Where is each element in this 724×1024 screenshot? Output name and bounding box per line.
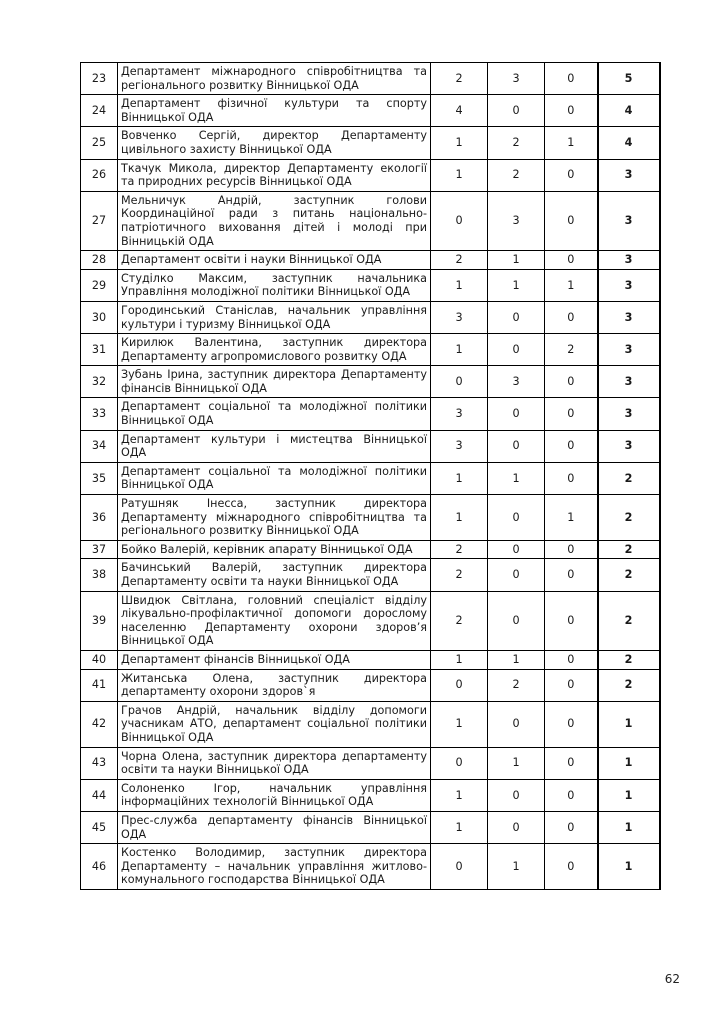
row-number: 42 bbox=[81, 701, 118, 747]
table-row bbox=[81, 95, 660, 127]
row-total: 2 bbox=[598, 559, 660, 591]
row-name: Бойко Валерій, керівник апарату Вінницької ОДА bbox=[118, 540, 431, 559]
table-row bbox=[81, 779, 660, 811]
row-total: 3 bbox=[598, 398, 660, 430]
row-value-b: 1 bbox=[488, 650, 545, 669]
row-number: 28 bbox=[81, 251, 118, 270]
table-row bbox=[81, 251, 660, 270]
row-number: 44 bbox=[81, 779, 118, 811]
row-value-a: 2 bbox=[431, 63, 488, 95]
row-value-c: 0 bbox=[545, 95, 598, 127]
row-total: 2 bbox=[598, 540, 660, 559]
row-value-a: 0 bbox=[431, 747, 488, 779]
row-total: 4 bbox=[598, 127, 660, 159]
row-value-b: 3 bbox=[488, 191, 545, 250]
row-number: 38 bbox=[81, 559, 118, 591]
row-value-c: 0 bbox=[545, 779, 598, 811]
row-value-c: 0 bbox=[545, 191, 598, 250]
table-row bbox=[81, 191, 660, 250]
row-total: 2 bbox=[598, 669, 660, 701]
row-value-b: 0 bbox=[488, 779, 545, 811]
row-name: Зубань Ірина, заступник директора Департаменту фінансів Вінницької ОДА bbox=[118, 366, 431, 398]
row-value-c: 1 bbox=[545, 269, 598, 301]
table-row bbox=[81, 650, 660, 669]
table-row bbox=[81, 747, 660, 779]
row-name: Швидюк Світлана, головний спеціаліст відділу лікувально-профілактичної допомоги дорослому населенню Департаменту охорони здоров’я Вінницької ОДА bbox=[118, 591, 431, 650]
row-value-a: 1 bbox=[431, 159, 488, 191]
row-value-c: 0 bbox=[545, 462, 598, 494]
row-value-a: 2 bbox=[431, 591, 488, 650]
row-value-b: 2 bbox=[488, 127, 545, 159]
row-total: 3 bbox=[598, 366, 660, 398]
row-value-c: 0 bbox=[545, 811, 598, 843]
row-value-a: 1 bbox=[431, 495, 488, 541]
row-value-c: 0 bbox=[545, 844, 598, 890]
row-value-b: 0 bbox=[488, 398, 545, 430]
ranking-table-body bbox=[81, 63, 660, 890]
row-value-b: 0 bbox=[488, 430, 545, 462]
row-number: 34 bbox=[81, 430, 118, 462]
row-name: Кирилюк Валентина, заступник директора Департаменту агропромислового розвитку ОДА bbox=[118, 334, 431, 366]
row-value-c: 0 bbox=[545, 701, 598, 747]
row-number: 35 bbox=[81, 462, 118, 494]
row-value-c: 0 bbox=[545, 540, 598, 559]
row-value-a: 1 bbox=[431, 650, 488, 669]
row-total: 2 bbox=[598, 591, 660, 650]
row-number: 46 bbox=[81, 844, 118, 890]
row-value-c: 1 bbox=[545, 495, 598, 541]
row-name: Вовченко Сергій, директор Департаменту цивільного захисту Вінницької ОДА bbox=[118, 127, 431, 159]
row-value-b: 0 bbox=[488, 811, 545, 843]
table-row bbox=[81, 811, 660, 843]
row-value-a: 3 bbox=[431, 301, 488, 333]
row-value-b: 1 bbox=[488, 251, 545, 270]
row-name: Солоненко Ігор, начальник управління інформаційних технологій Вінницької ОДА bbox=[118, 779, 431, 811]
row-number: 27 bbox=[81, 191, 118, 250]
row-value-c: 0 bbox=[545, 669, 598, 701]
row-value-b: 2 bbox=[488, 669, 545, 701]
row-number: 33 bbox=[81, 398, 118, 430]
row-number: 37 bbox=[81, 540, 118, 559]
row-value-a: 1 bbox=[431, 811, 488, 843]
row-value-c: 2 bbox=[545, 334, 598, 366]
row-number: 29 bbox=[81, 269, 118, 301]
row-total: 3 bbox=[598, 269, 660, 301]
row-value-a: 3 bbox=[431, 430, 488, 462]
row-value-b: 0 bbox=[488, 701, 545, 747]
table-row bbox=[81, 559, 660, 591]
table-row bbox=[81, 540, 660, 559]
row-value-b: 0 bbox=[488, 95, 545, 127]
row-name: Прес-служба департаменту фінансів Вінницької ОДА bbox=[118, 811, 431, 843]
row-value-a: 0 bbox=[431, 844, 488, 890]
page-number: 62 bbox=[664, 972, 680, 986]
table-row bbox=[81, 63, 660, 95]
row-name: Бачинський Валерій, заступник директора Департаменту освіти та науки Вінницької ОДА bbox=[118, 559, 431, 591]
ranking-table-container bbox=[80, 62, 659, 890]
row-number: 32 bbox=[81, 366, 118, 398]
row-number: 39 bbox=[81, 591, 118, 650]
ranking-table bbox=[80, 62, 661, 890]
row-value-b: 0 bbox=[488, 591, 545, 650]
row-value-c: 0 bbox=[545, 251, 598, 270]
row-value-b: 0 bbox=[488, 540, 545, 559]
row-number: 25 bbox=[81, 127, 118, 159]
row-total: 4 bbox=[598, 95, 660, 127]
table-row bbox=[81, 844, 660, 890]
row-number: 40 bbox=[81, 650, 118, 669]
row-total: 1 bbox=[598, 811, 660, 843]
row-name: Департамент освіти і науки Вінницької ОДА bbox=[118, 251, 431, 270]
row-total: 3 bbox=[598, 159, 660, 191]
row-value-a: 2 bbox=[431, 251, 488, 270]
table-row bbox=[81, 269, 660, 301]
row-number: 31 bbox=[81, 334, 118, 366]
row-name: Департамент фізичної культури та спорту Вінницької ОДА bbox=[118, 95, 431, 127]
row-value-c: 0 bbox=[545, 747, 598, 779]
table-row bbox=[81, 462, 660, 494]
row-total: 2 bbox=[598, 650, 660, 669]
row-name: Департамент фінансів Вінницької ОДА bbox=[118, 650, 431, 669]
row-total: 3 bbox=[598, 430, 660, 462]
row-value-b: 1 bbox=[488, 747, 545, 779]
row-number: 26 bbox=[81, 159, 118, 191]
row-value-b: 1 bbox=[488, 462, 545, 494]
row-number: 36 bbox=[81, 495, 118, 541]
row-value-a: 1 bbox=[431, 701, 488, 747]
row-value-c: 0 bbox=[545, 591, 598, 650]
row-value-b: 0 bbox=[488, 495, 545, 541]
row-value-a: 4 bbox=[431, 95, 488, 127]
table-row bbox=[81, 398, 660, 430]
row-name: Департамент міжнародного співробітництва та регіонального розвитку Вінницької ОДА bbox=[118, 63, 431, 95]
table-row bbox=[81, 669, 660, 701]
row-value-a: 0 bbox=[431, 669, 488, 701]
row-value-b: 3 bbox=[488, 63, 545, 95]
row-total: 3 bbox=[598, 191, 660, 250]
row-number: 41 bbox=[81, 669, 118, 701]
row-number: 30 bbox=[81, 301, 118, 333]
table-row bbox=[81, 430, 660, 462]
row-value-b: 3 bbox=[488, 366, 545, 398]
row-name: Ратушняк Інесса, заступник директора Департаменту міжнародного співробітництва та регіонального розвитку Вінницької ОДА bbox=[118, 495, 431, 541]
row-total: 1 bbox=[598, 844, 660, 890]
row-name: Костенко Володимир, заступник директора Департаменту – начальник управління житлово-комунального господарства Вінницької ОДА bbox=[118, 844, 431, 890]
row-value-c: 0 bbox=[545, 63, 598, 95]
row-value-b: 2 bbox=[488, 159, 545, 191]
table-row bbox=[81, 366, 660, 398]
row-value-b: 0 bbox=[488, 559, 545, 591]
row-total: 1 bbox=[598, 779, 660, 811]
row-name: Житанська Олена, заступник директора департаменту охорони здоров`я bbox=[118, 669, 431, 701]
row-value-b: 0 bbox=[488, 334, 545, 366]
row-value-c: 1 bbox=[545, 127, 598, 159]
row-value-c: 0 bbox=[545, 650, 598, 669]
row-value-a: 2 bbox=[431, 540, 488, 559]
row-total: 2 bbox=[598, 462, 660, 494]
row-value-b: 1 bbox=[488, 844, 545, 890]
row-value-a: 1 bbox=[431, 269, 488, 301]
row-name: Департамент соціальної та молодіжної політики Вінницької ОДА bbox=[118, 398, 431, 430]
row-value-c: 0 bbox=[545, 159, 598, 191]
row-value-c: 0 bbox=[545, 398, 598, 430]
row-name: Чорна Олена, заступник директора департаменту освіти та науки Вінницької ОДА bbox=[118, 747, 431, 779]
row-number: 43 bbox=[81, 747, 118, 779]
row-value-a: 0 bbox=[431, 366, 488, 398]
row-value-a: 3 bbox=[431, 398, 488, 430]
row-name: Департамент культури і мистецтва Вінницької ОДА bbox=[118, 430, 431, 462]
row-total: 5 bbox=[598, 63, 660, 95]
table-row bbox=[81, 159, 660, 191]
row-value-c: 0 bbox=[545, 366, 598, 398]
row-total: 3 bbox=[598, 334, 660, 366]
row-value-a: 1 bbox=[431, 334, 488, 366]
row-value-a: 0 bbox=[431, 191, 488, 250]
row-number: 24 bbox=[81, 95, 118, 127]
row-value-c: 0 bbox=[545, 301, 598, 333]
row-name: Студілко Максим, заступник начальника Управління молодіжної політики Вінницької ОДА bbox=[118, 269, 431, 301]
table-row bbox=[81, 701, 660, 747]
row-value-b: 1 bbox=[488, 269, 545, 301]
table-row bbox=[81, 495, 660, 541]
table-row bbox=[81, 591, 660, 650]
row-value-a: 1 bbox=[431, 779, 488, 811]
row-total: 1 bbox=[598, 747, 660, 779]
row-total: 3 bbox=[598, 251, 660, 270]
row-total: 1 bbox=[598, 701, 660, 747]
table-row bbox=[81, 334, 660, 366]
row-value-c: 0 bbox=[545, 430, 598, 462]
row-value-b: 0 bbox=[488, 301, 545, 333]
row-name: Городинський Станіслав, начальник управління культури і туризму Вінницької ОДА bbox=[118, 301, 431, 333]
row-number: 45 bbox=[81, 811, 118, 843]
row-total: 2 bbox=[598, 495, 660, 541]
row-total: 3 bbox=[598, 301, 660, 333]
row-value-a: 2 bbox=[431, 559, 488, 591]
row-value-c: 0 bbox=[545, 559, 598, 591]
row-value-a: 1 bbox=[431, 462, 488, 494]
row-name: Грачов Андрій, начальник відділу допомоги учасникам АТО, департамент соціальної політики Вінницької ОДА bbox=[118, 701, 431, 747]
table-row bbox=[81, 301, 660, 333]
row-name: Мельничук Андрій, заступник голови Координаційної ради з питань національно-патріотичного виховання дітей і молоді при Вінницькій ОДА bbox=[118, 191, 431, 250]
row-name: Ткачук Микола, директор Департаменту екології та природних ресурсів Вінницької ОДА bbox=[118, 159, 431, 191]
row-value-a: 1 bbox=[431, 127, 488, 159]
row-name: Департамент соціальної та молодіжної політики Вінницької ОДА bbox=[118, 462, 431, 494]
row-number: 23 bbox=[81, 63, 118, 95]
table-row bbox=[81, 127, 660, 159]
